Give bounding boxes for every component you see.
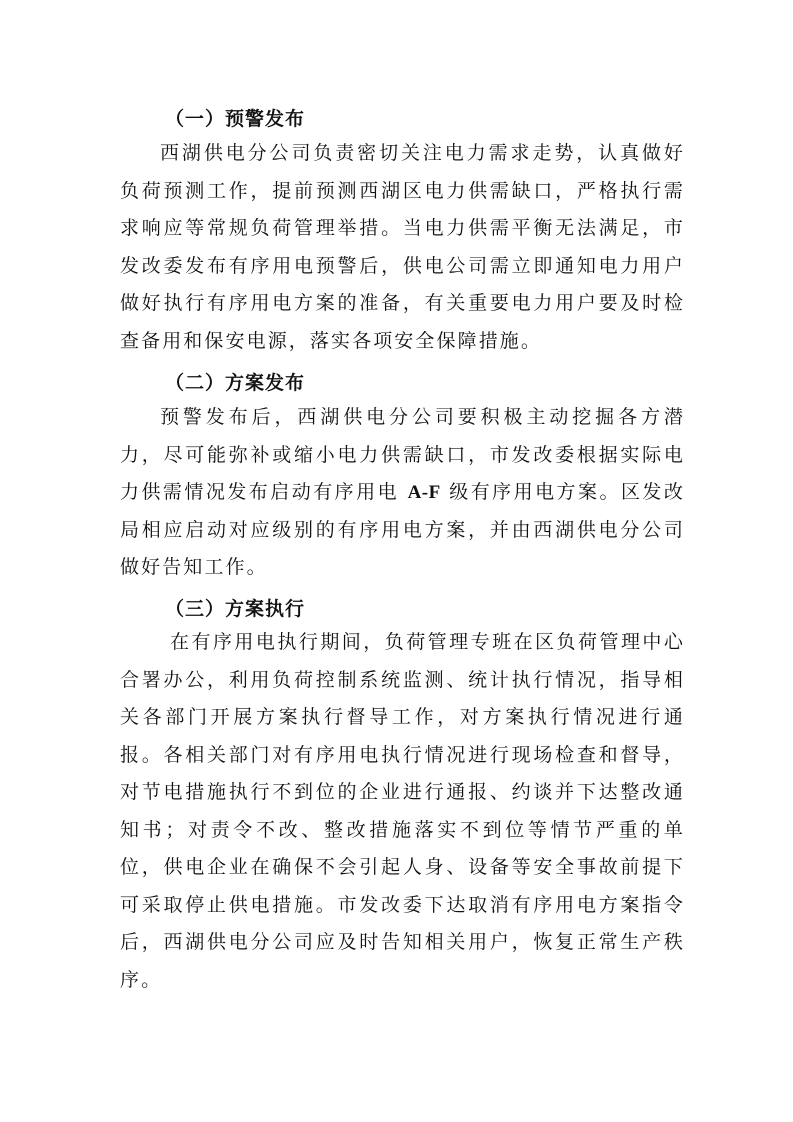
section-paragraph-plan-release <box>120 399 685 587</box>
section-heading-warning: （一）预警发布 <box>165 108 306 130</box>
section-paragraph-warning: 西湖供电分公司负责密切关注电力需求走势，认真做好负荷预测工作，提前预测西湖区电力供需缺口，严格执行需求响应等常规负荷管理举措。当电力供需平衡无法满足，市发改委发布有序用电预警后，供电公司需立即通知电力用户做好执行有序用电方案的准备，有关重要电力用户要及时检查备用和保安电源，落实各项安全保障措施。 <box>120 142 685 352</box>
paragraph-text-part: 预警发布后，西湖供电分公司要积极主动挖掘各方潜力，尽可能弥补或缩小电力供需缺口，市发改委根据实际电力供需情况发布启动有序用电 <box>120 406 685 503</box>
grade-range-label: A-F <box>407 482 441 503</box>
section-heading-plan-release: （二）方案发布 <box>165 372 306 394</box>
section-paragraph-plan-execution: 在有序用电执行期间，负荷管理专班在区负荷管理中心合署办公，利用负荷控制系统监测、统计执行情况，指导相关各部门开展方案执行督导工作，对方案执行情况进行通报。各相关部门对有序用电执行情况进行现场检查和督导，对节电措施执行不到位的企业进行通报、约谈并下达整改通知书；对责令不改、整改措施落实不到位等情节严重的单位，供电企业在确保不会引起人身、设备等安全事故前提下可采取停止供电措施。市发改委下达取消有序用电方案指令后，西湖供电分公司应及时告知相关用户，恢复正常生产秩序。 <box>120 631 685 991</box>
paragraph-text-part: 级有序用电方案。区发改局相应启动对应级别的有序用电方案，并由西湖供电分公司做好告知工作。 <box>120 481 685 578</box>
section-heading-plan-execution: （三）方案执行 <box>165 598 306 620</box>
